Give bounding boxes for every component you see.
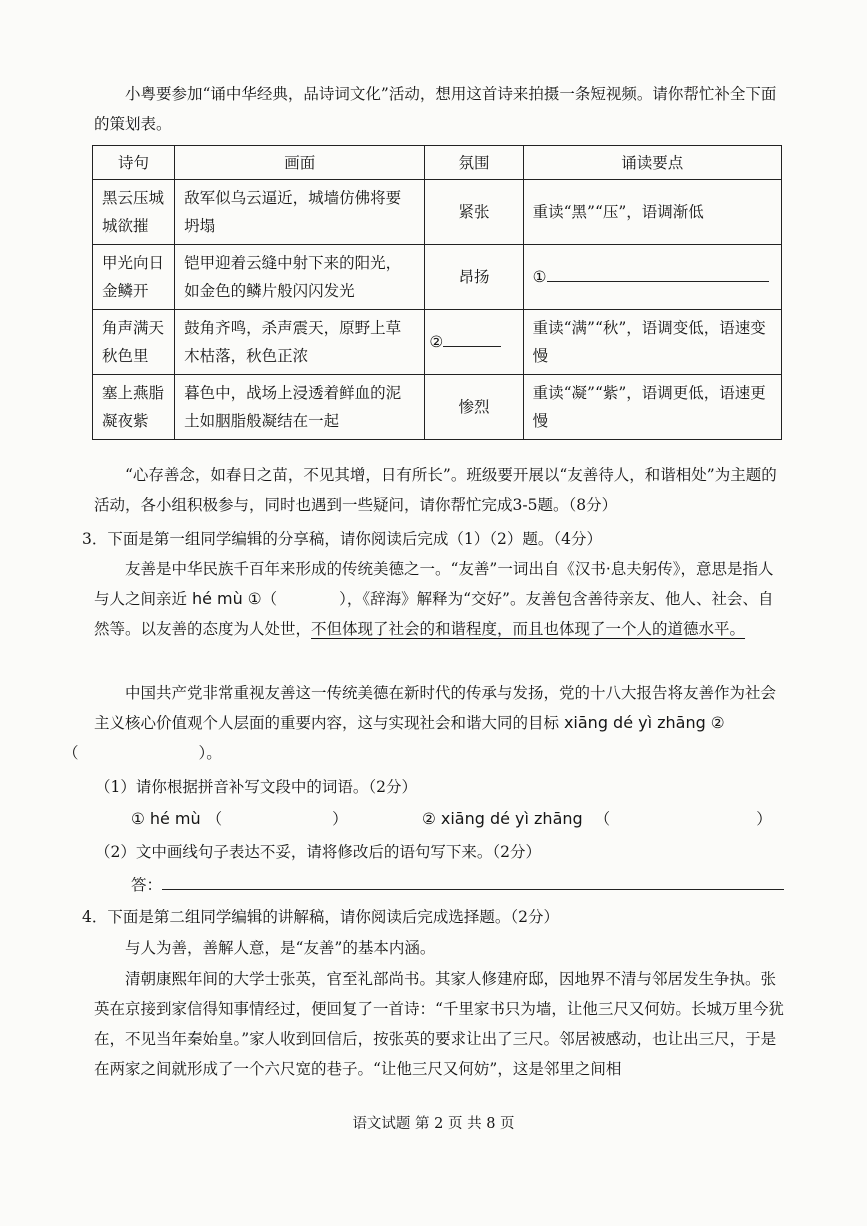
blank-2-marker: ② [429, 333, 444, 351]
planning-table [92, 145, 782, 440]
q3-sub1-item-1 [131, 805, 348, 833]
table-row [93, 245, 782, 310]
q3-passage-paragraph-2 [63, 678, 784, 768]
q3-p2-text-a: 中国共产党非常重视友善这一传统美德在新时代的传承与发扬，党的十八大报告将友善作为社会主义核心价值观个人层面的重要内容，这与实现社会和谐大同的目标 [94, 684, 777, 732]
q3-sub-question-1: （1）请你根据拼音补写文段中的词语。（2分） [95, 778, 417, 796]
scene-cell: 铠甲迎着云缝中射下来的阳光，如金色的鳞片般闪闪发光 [175, 245, 425, 310]
item-1-paren-open: （ [206, 810, 223, 828]
paren-open: （ [63, 744, 79, 762]
q3-passage-paragraph-1 [94, 554, 784, 644]
item-2-pinyin: xiāng dé yì zhāng [440, 809, 583, 828]
pinyin-xiang-de-yi-zhang: xiāng dé yì zhāng [563, 713, 706, 732]
scene-cell: 鼓角齐鸣，杀声震天，原野上草木枯落，秋色正浓 [175, 310, 425, 375]
header-scene: 画面 [175, 146, 425, 180]
answer-line [131, 871, 784, 899]
reading-point-cell: 重读“黑”“压”，语调渐低 [523, 180, 781, 245]
item-2-paren-open: （ [594, 810, 611, 828]
q3-sub1-item-2 [422, 805, 772, 833]
q4-passage-paragraph-2: 清朝康熙年间的大学士张英，官至礼部尚书。其家人修建府邸，因地界不清与邻居发生争执。张英在京接到家信得知事情经过，便回复了一首诗：“千里家书只为墙，让他三尺又何妨。长城万里今犹在，不见当年秦始皇。”家人收到回信后，按张英的要求让出了三尺。邻居被感动，也让出三尺，于是在两家之间就形成了一个六尺宽的巷子。“让他三尺又何妨”，这是邻里之间相 [94, 970, 784, 1078]
table-intro: 小粤要参加“诵中华经典，品诗词文化”活动，想用这首诗来拍摄一条短视频。请你帮忙补全下面的策划表。 [94, 85, 777, 133]
blank-1-marker: ① [532, 268, 547, 286]
mood-cell [425, 310, 523, 375]
page-footer: 语文试题 第 2 页 共 8 页 [352, 1116, 515, 1132]
blank-2-line[interactable] [443, 346, 501, 347]
mood-cell: 紧张 [425, 180, 523, 245]
item-2-marker: ② [422, 810, 436, 828]
table-row [93, 180, 782, 245]
header-reading-point: 诵读要点 [523, 146, 781, 180]
item-2-paren-close: ） [756, 810, 772, 828]
section-intro: “心存善念，如春日之苗，不见其增，日有所长”。班级要开展以“友善待人，和谐相处”为主题的活动，各小组积极参与，同时也遇到一些疑问，请你帮忙完成3-5题。（8分） [94, 466, 777, 514]
answer-label: 答： [131, 876, 163, 894]
scene-cell: 敌军似乌云逼近，城墙仿佛将要坍塌 [175, 180, 425, 245]
q4-passage-paragraph-1: 与人为善，善解人意，是“友善”的基本内涵。 [125, 939, 436, 957]
mood-cell: 昂扬 [425, 245, 523, 310]
item-1-pinyin: hé mù [149, 809, 201, 828]
reading-point-cell [523, 245, 781, 310]
blank-marker-2: ② [710, 714, 725, 732]
blank-1-line[interactable] [547, 281, 769, 282]
q3-sub-question-2: （2）文中画线句子表达不妥，请将修改后的语句写下来。（2分） [95, 843, 541, 861]
answer-input-line[interactable] [162, 889, 784, 890]
pinyin-he-mu: hé mù [191, 589, 243, 608]
reading-point-cell: 重读“满”“秋”，语调变低，语速变慢 [523, 310, 781, 375]
paren-close: ）。 [198, 744, 222, 762]
item-1-paren-close: ） [332, 810, 348, 828]
header-mood: 氛围 [425, 146, 523, 180]
header-verse: 诗句 [93, 146, 175, 180]
mood-cell: 惨烈 [425, 375, 523, 440]
table-header-row [93, 146, 782, 180]
q3-p1-text-b: ），《辞海》解释为“交好”。友善包含善待亲友、他人、社会、自然等。以友善的态度为人处世， [94, 590, 774, 638]
item-1-marker: ① [131, 810, 145, 828]
question-3-stem: 3．下面是第一组同学编辑的分享稿，请你阅读后完成（1）（2）题。（4分） [82, 530, 602, 548]
verse-cell: 甲光向日金鳞开 [93, 245, 175, 310]
blank-marker-1: ①（ [247, 590, 278, 608]
scene-cell: 暮色中，战场上浸透着鲜血的泥土如胭脂般凝结在一起 [175, 375, 425, 440]
verse-cell: 角声满天秋色里 [93, 310, 175, 375]
q3-p1-text-a: 友善是中华民族千百年来形成的传统美德之一。“友善”一词出自《汉书·息夫躬传》，意思是指人与人之间亲近 [94, 560, 774, 608]
table-row [93, 310, 782, 375]
question-4-stem: 4．下面是第二组同学编辑的讲解稿，请你阅读后完成选择题。（2分） [82, 908, 559, 926]
verse-cell: 黑云压城城欲摧 [93, 180, 175, 245]
table-row [93, 375, 782, 440]
underlined-sentence: 不但体现了社会的和谐程度，而且也体现了一个人的道德水平。 [311, 620, 746, 638]
verse-cell: 塞上燕脂凝夜紫 [93, 375, 175, 440]
reading-point-cell: 重读“凝”“紫”，语调更低，语速更慢 [523, 375, 781, 440]
